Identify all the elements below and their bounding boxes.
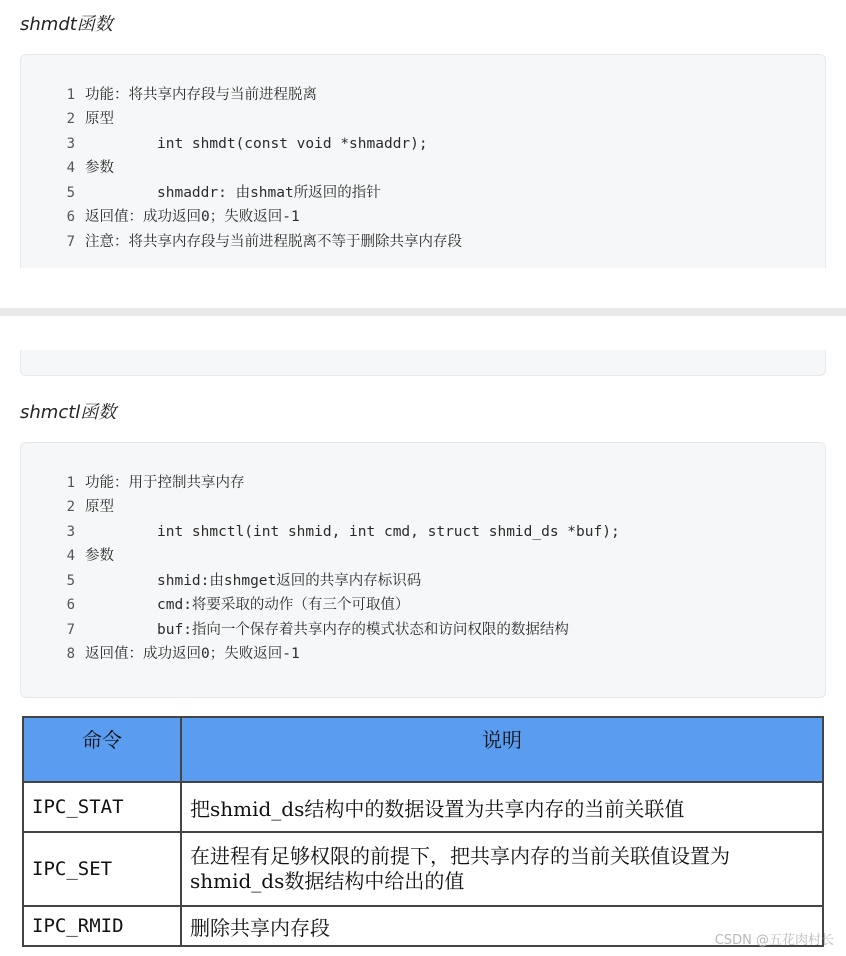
line-text: shmid:由shmget返回的共享内存标识码 [157,573,422,589]
code-line [21,156,114,180]
command-cell: IPC_RMID [23,906,181,946]
line-text: 原型 [85,499,114,515]
table-header-row [23,717,823,782]
line-text: 功能：用于控制共享内存 [85,475,245,491]
header-description: 说明 [181,717,823,782]
table-row [23,832,823,906]
code-block-bottom-fragment [20,350,826,376]
code-block-shmdt [20,54,826,268]
line-number: 5 [66,573,75,589]
table-row [23,906,823,946]
line-number: 7 [66,622,75,638]
divider [0,308,846,316]
header-command: 命令 [23,717,181,782]
line-text: int shmctl(int shmid, int cmd, struct shmid_ds *buf); [157,524,620,540]
code-block-shmctl [20,442,826,698]
line-number: 1 [66,475,75,491]
code-line [21,520,620,544]
code-line [21,205,300,229]
code-line [21,495,114,519]
line-text: 注意：将共享内存段与当前进程脱离不等于删除共享内存段 [85,234,462,250]
command-cell: IPC_SET [23,832,181,906]
line-text: int shmdt(const void *shmaddr); [157,136,428,152]
line-number: 3 [66,524,75,540]
code-line [21,544,114,568]
code-line [21,618,569,642]
line-text: cmd:将要采取的动作（有三个可取值） [157,597,410,613]
line-number: 3 [66,136,75,152]
line-text: 参数 [85,160,114,176]
line-number: 8 [66,646,75,662]
table-row [23,782,823,832]
code-line [21,471,245,495]
code-line [21,230,462,254]
code-line [21,593,409,617]
line-number: 6 [66,597,75,613]
line-number: 6 [66,209,75,225]
line-text: shmaddr: 由shmat所返回的指针 [157,185,381,201]
watermark: CSDN @五花肉村长 [714,933,834,948]
command-table [22,716,824,947]
section-title-shmdt: shmdt函数 [20,14,113,35]
line-text: 参数 [85,548,114,564]
line-number: 4 [66,160,75,176]
line-text: 原型 [85,111,114,127]
description-cell: 删除共享内存段 [181,906,823,946]
description-cell: 把shmid_ds结构中的数据设置为共享内存的当前关联值 [181,782,823,832]
description-cell: 在进程有足够权限的前提下，把共享内存的当前关联值设置为shmid_ds数据结构中给出的值 [181,832,823,906]
line-number: 2 [66,499,75,515]
line-text: 返回值：成功返回0；失败返回-1 [85,646,300,662]
line-text: 返回值：成功返回0；失败返回-1 [85,209,300,225]
section-title-shmctl: shmctl函数 [20,402,117,423]
code-line [21,181,381,205]
code-line [21,83,317,107]
code-line [21,642,300,666]
line-number: 5 [66,185,75,201]
line-text: buf:指向一个保存着共享内存的模式状态和访问权限的数据结构 [157,622,569,638]
line-number: 4 [66,548,75,564]
line-number: 2 [66,111,75,127]
code-line [21,132,428,156]
code-line [21,569,421,593]
command-cell: IPC_STAT [23,782,181,832]
line-text: 功能：将共享内存段与当前进程脱离 [85,87,317,103]
code-line [21,107,114,131]
line-number: 7 [66,234,75,250]
line-number: 1 [66,87,75,103]
